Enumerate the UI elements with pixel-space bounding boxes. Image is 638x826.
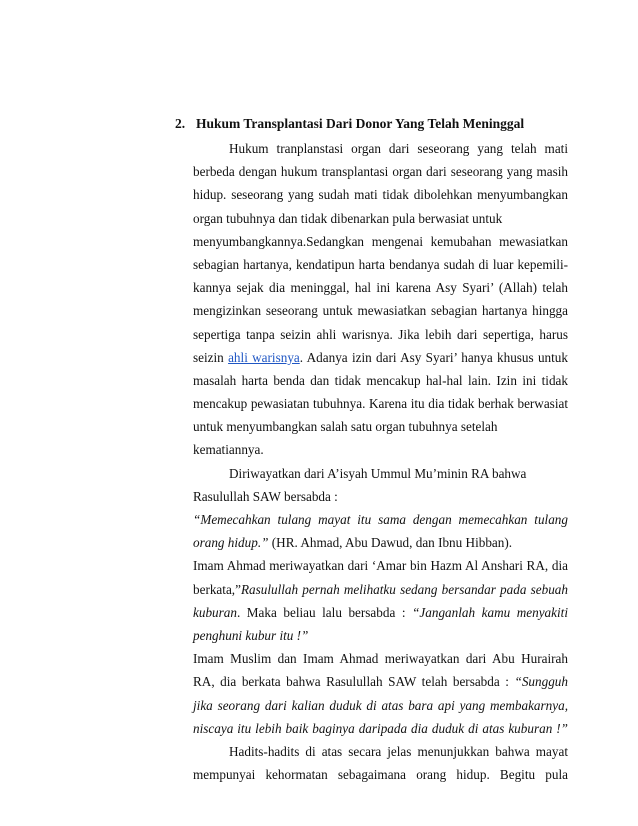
body-text: [193, 137, 568, 786]
text-line: Hukum tranplanstasi organ dari seseorang yang telah mati: [229, 141, 568, 156]
section-number: 2.: [175, 116, 186, 131]
text-line: Hadits-hadits di atas secara jelas menunjukkan bahwa mayat: [229, 743, 568, 759]
text-line: kannya sejak dia meninggal, hal ini karena Asy Syari’ (Allah) telah: [193, 280, 568, 296]
quote-line: niscaya itu lebih baik baginya daripada dia duduk di atas kuburan !”: [193, 720, 568, 736]
text-line: masalah harta benda dan tidak mencakup hal-hal lain. Izin ini tidak: [193, 372, 568, 388]
text-segment: . Adanya izin dari Asy Syari’ hanya khusus untuk: [299, 349, 568, 365]
mixed-line: [193, 601, 568, 624]
text-line: mengizinkan seseorang untuk mewasiatkan sebagian hartanya hingga: [193, 303, 568, 319]
text-segment: . Maka beliau lalu bersabda :: [236, 604, 413, 620]
text-line: Imam Ahmad meriwayatkan dari ‘Amar bin Hazm Al Anshari RA, dia: [193, 558, 568, 574]
text-line: Imam Muslim dan Imam Ahmad meriwayatkan dari Abu Hurairah: [193, 651, 568, 667]
quote-line: penghuni kubur itu !”: [193, 627, 309, 643]
text-line: mempunyai kehormatan sebagaimana orang hidup. Begitu pula: [193, 767, 568, 783]
text-line: Rasulullah SAW bersabda :: [193, 488, 338, 504]
quote-line: “Memecahkan tulang mayat itu sama dengan memecahkan tulang: [193, 512, 568, 527]
text-line: sebagian hartanya, kendatipun harta bendanya sudah di luar kepemili-: [193, 256, 568, 272]
citation-segment: (HR. Ahmad, Abu Dawud, dan Ibnu Hibban).: [271, 535, 513, 551]
mixed-line: [193, 670, 568, 693]
text-line: untuk menyumbangkan salah satu organ tubuhnya setelah: [193, 419, 498, 435]
quote-segment: Rasulullah pernah melihatku sedang bersandar pada sebuah: [240, 581, 568, 597]
quote-segment: “Janganlah kamu menyakiti: [412, 604, 568, 620]
text-line: sepertiga tanpa seizin ahli warisnya. Jika lebih dari sepertiga, harus: [193, 326, 568, 342]
text-segment: seizin: [193, 349, 229, 365]
text-line: mencakup pewasiatan tubuhnya. Karena itu dia tidak berhak berwasiat: [193, 396, 568, 412]
quote-segment: “Sungguh: [514, 674, 568, 690]
section-title: Hukum Transplantasi Dari Donor Yang Telah Meninggal: [196, 116, 525, 131]
mixed-line: [193, 578, 568, 601]
text-line: Diriwayatkan dari A’isyah Ummul Mu’minin RA bahwa: [229, 465, 527, 481]
text-line: hidup. seseorang yang sudah mati tidak dibolehkan menyumbangkan: [193, 187, 568, 203]
text-segment: RA, dia berkata bahwa Rasulullah SAW telah bersabda :: [193, 674, 515, 690]
ahli-warisnya-link[interactable]: ahli warisnya: [228, 349, 300, 365]
text-line: berbeda dengan hukum transplantasi organ dari seseorang yang masih: [193, 164, 568, 180]
quote-segment: kuburan: [193, 604, 237, 620]
text-segment: berkata,”: [193, 581, 241, 597]
mixed-line: [193, 531, 568, 554]
quote-line: jika seorang dari kalian duduk di atas bara api yang membakarnya,: [193, 697, 568, 713]
text-line: organ tubuhnya dan tidak dibenarkan pula berwasiat untuk: [193, 210, 503, 226]
section-heading: [175, 116, 524, 132]
text-line: kematiannya.: [193, 442, 264, 458]
quote-segment: orang hidup.”: [193, 535, 272, 551]
text-line: menyumbangkannya.Sedangkan mengenai kemubahan mewasiatkan: [193, 233, 568, 249]
text-line-with-link: [193, 346, 568, 369]
